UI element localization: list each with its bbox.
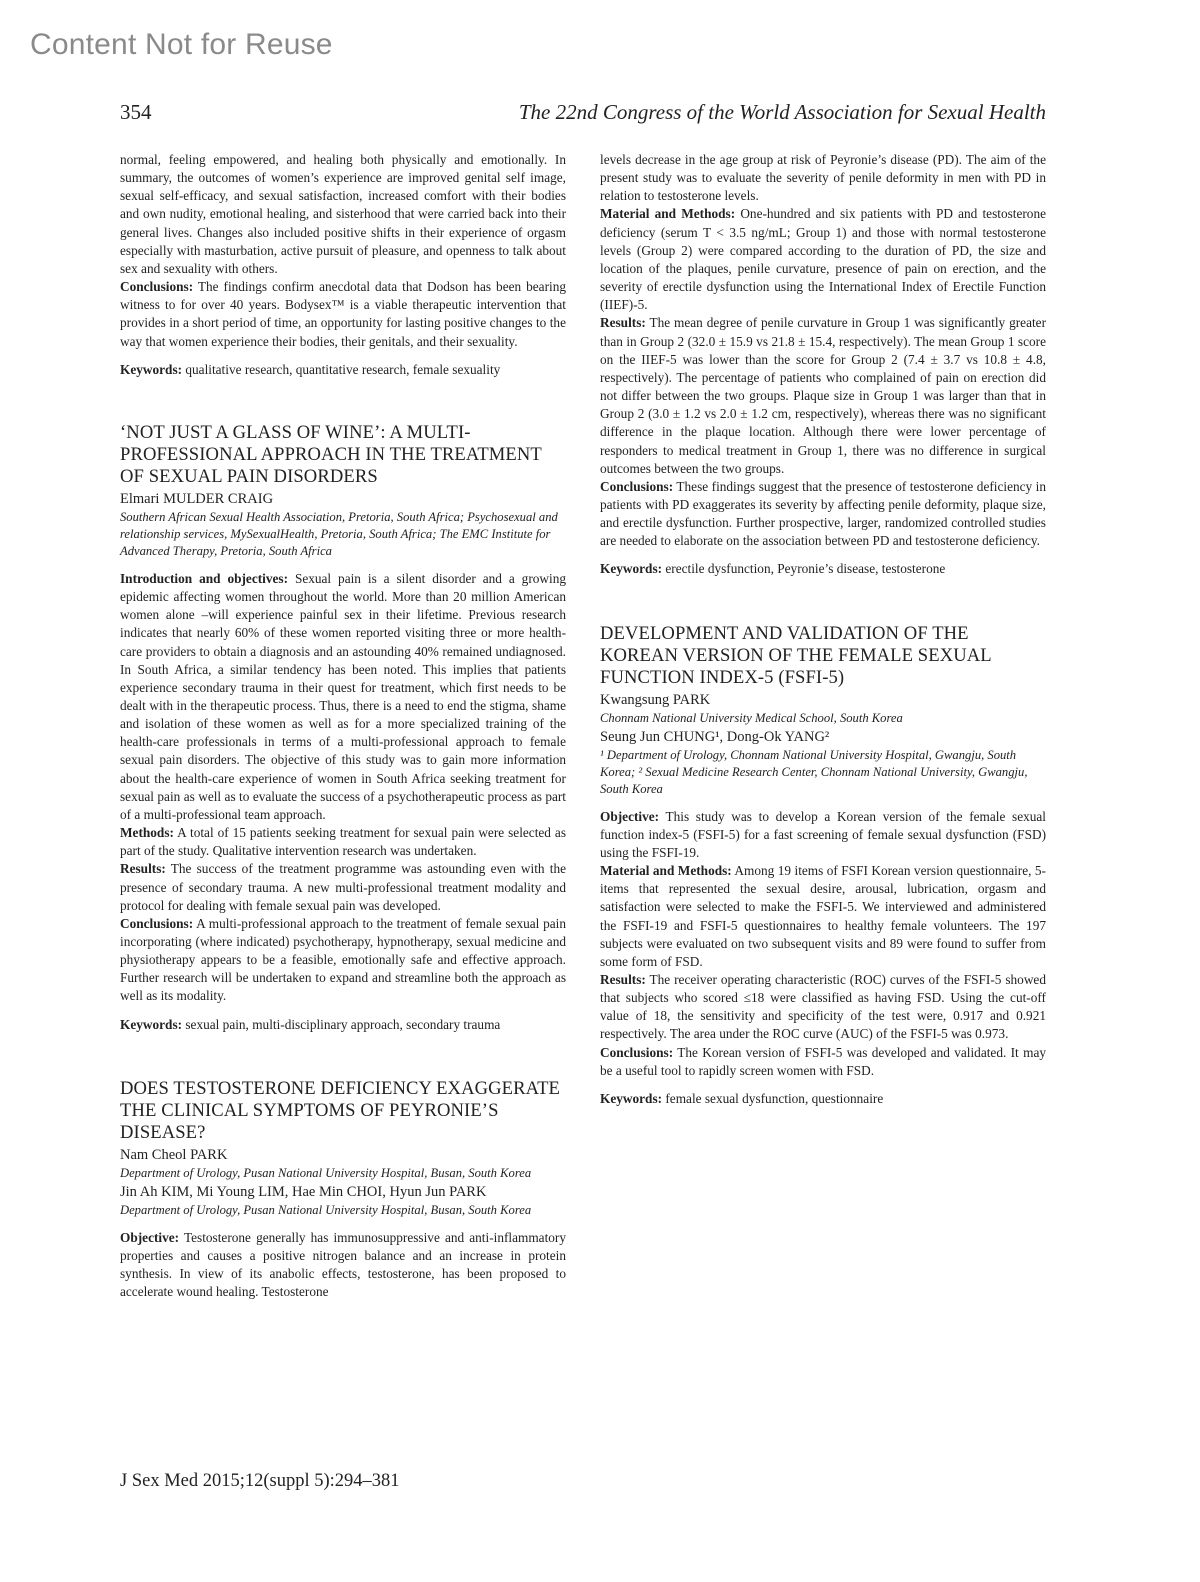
section-label: Introduction and objectives: (120, 570, 289, 586)
section-label: Material and Methods: (600, 206, 736, 222)
results-section (120, 860, 566, 914)
section-text: This study was to develop a Korean version of the female sexual function index-5 (FSFI-5) for a fast screening of female sexual dysfunction (FSD) using the FSFI-19. (600, 808, 1046, 860)
keywords (600, 1090, 1046, 1108)
conclusions-section (600, 478, 1046, 551)
keywords-label: Keywords: (120, 361, 183, 377)
left-column (120, 151, 566, 1301)
affiliation: Department of Urology, Pusan National University Hospital, Busan, South Korea (120, 1202, 532, 1217)
section-label: Conclusions: (120, 279, 194, 295)
methods-section (600, 862, 1046, 971)
section-label: Results: (600, 972, 646, 987)
journal-title: The 22nd Congress of the World Association for Sexual Health (518, 100, 1046, 124)
section-label: Conclusions: (600, 478, 674, 494)
section-text: The Korean version of FSFI-5 was developed and validated. It may be a useful tool to rapidly screen women with FSD. (600, 1044, 1046, 1078)
keywords-text: qualitative research, quantitative research, female sexuality (182, 361, 501, 377)
section-label: Methods: (120, 825, 174, 841)
affiliation: Department of Urology, Pusan National University Hospital, Busan, South Korea (120, 1165, 532, 1180)
section-text: One-hundred and six patients with PD and testosterone deficiency (serum T < 3.5 ng/mL; Group 1) and those with normal testosterone levels (Group 2) were compared according to the duration of PD, the size and location of the plaques, penile curvature, presence of pain on erection, and the severity of erectile dysfunction using the International Index of Erectile Function (IIEF)-5. (600, 206, 1046, 313)
continued-paragraph: normal, feeling empowered, and healing both physically and emotionally. In summary, the outcomes of women’s experience are improved genital self image, sexual self-efficacy, and sexual satisfaction, increased comfort with their bodies and own nudity, emotional healing, and sisterhood that were carried back into their general lives. Changes also included positive shifts in their experience of orgasm especially with masturbation, active pursuit of pleasure, and openness to talk about sex and sexuality with others. (120, 152, 566, 276)
section-text: The success of the treatment programme was astounding even with the presence of secondary trauma. A new multi-professional treatment modality and protocol for dealing with female sexual pain was developed. (120, 861, 566, 913)
methods-section (600, 205, 1046, 314)
watermark: Content Not for Reuse (30, 28, 333, 61)
objective-section (120, 1229, 566, 1302)
journal-citation-footer: J Sex Med 2015;12(suppl 5):294–381 (120, 1471, 400, 1491)
objective-section (600, 808, 1046, 862)
section-text: Testosterone generally has immunosuppressive and anti-inflammatory properties and causes a positive nitrogen balance and an increase in protein synthesis. In view of its anabolic effects, testosterone, has been proposed to accelerate wound healing. Testosterone (120, 1229, 566, 1300)
section-text: The mean degree of penile curvature in Group 1 was significantly greater than in Group 2 (32.0 ± 15.9 vs 21.8 ± 15.4, respectively). The mean Group 1 score on the IIEF-5 was lower than the score for Group 2 (7.4 ± 3.7 vs 10.8 ± 4.8, respectively). The percentage of patients who complained of pain on erection did not differ between the two groups. Plaque size in Group 1 was larger than that in Group 2 (3.0 ± 1.2 vs 2.0 ± 1.2 cm, respectively), whereas there was no significant difference in the plaque location. Although there were lower percentage of responders to medical treatment in Group 1, there was no difference in surgical outcomes between the two groups. (600, 315, 1046, 476)
conclusions-section (600, 1044, 1046, 1080)
author: Kwangsung PARK (600, 691, 711, 708)
abstract-title: DEVELOPMENT AND VALIDATION OF THE KOREAN VERSION OF THE FEMALE SEXUAL FUNCTION INDEX-5 (FSFI-5) (600, 622, 992, 688)
keywords (120, 1016, 566, 1034)
right-column (600, 151, 1046, 1108)
keywords-text: sexual pain, multi-disciplinary approach, secondary trauma (182, 1016, 501, 1032)
affiliation: ¹ Department of Urology, Chonnam National University Hospital, Gwangju, South Korea; ² Sexual Medicine Research Center, Chonnam National University, Gwangju, South Korea (600, 747, 1028, 796)
section-text: A total of 15 patients seeking treatment for sexual pain were selected as part of the study. Qualitative intervention research was undertaken. (120, 825, 566, 859)
section-text: A multi-professional approach to the treatment of female sexual pain incorporating (where indicated) psychotherapy, hypnotherapy, sexual medicine and physiotherapy appears to be a feasible, emotionally safe and effective approach. Further research will be undertaken to expand and streamline both the approach as well as its modality. (120, 915, 566, 1004)
section-text: Among 19 items of FSFI Korean version questionnaire, 5-items that represented the sexual desire, arousal, lubrication, orgasm and satisfaction were selected to make the FSFI-5. We interviewed and administered the FSFI-19 and FSFI-5 questionnaires to healthy female volunteers. The 197 subjects were evaluated on two subsequent visits and 89 were found to suffer from some form of FSD. (600, 863, 1046, 969)
conclusions-section (120, 915, 566, 1006)
section-label: Conclusions: (600, 1044, 674, 1060)
author: Nam Cheol PARK (120, 1146, 228, 1163)
keywords-label: Keywords: (600, 1090, 663, 1106)
author: Jin Ah KIM, Mi Young LIM, Hae Min CHOI, Hyun Jun PARK (120, 1183, 487, 1200)
section-text: Sexual pain is a silent disorder and a growing epidemic affecting women throughout the world. More than 20 million American women alone –will experience painful sex in their lifetime. Previous research indicates that nearly 60% of these women reported visiting three or more health-care providers to obtain a diagnosis and an astounding 40% remained undiagnosed. In South Africa, a similar tendency has been noted. This implies that patients experience secondary trauma in their quest for treatment, which first needs to be dealt with in the therapeutic process. Thus, there is a need to end the stigma, shame and isolation of these women as well as for a more specialized training of the health-care professionals in terms of a multi-professional approach to female sexual pain disorders. The objective of this study was to gain more information about the health-care experience of women in South Africa seeking treatment for sexual pain as well as to evaluate the success of a psychotherapeutic process as part of a multi-professional team approach. (120, 570, 566, 822)
keywords-label: Keywords: (120, 1016, 183, 1032)
introduction-section (120, 570, 566, 824)
section-label: Objective: (120, 1229, 180, 1245)
continued-paragraph: levels decrease in the age group at risk of Peyronie’s disease (PD). The aim of the present study was to evaluate the severity of penile deformity in men with PD in relation to testosterone levels. (600, 152, 1046, 204)
abstract-fsfi-5 (600, 623, 1046, 1109)
section-text: These findings suggest that the presence of testosterone deficiency in patients with PD exaggerates its severity by affecting penile deformity, plaque size, and erectile dysfunction. Further prospective, larger, randomized controlled studies are needed to elaborate on the association between PD and testosterone deficiency. (600, 478, 1046, 549)
author: Seung Jun CHUNG¹, Dong-Ok YANG² (600, 728, 830, 745)
page-number: 354 (120, 100, 152, 124)
author: Elmari MULDER CRAIG (120, 490, 274, 507)
page-header (120, 100, 1046, 130)
abstract-title: DOES TESTOSTERONE DEFICIENCY EXAGGERATE THE CLINICAL SYMPTOMS OF PEYRONIE’S DISEASE? (120, 1077, 560, 1143)
results-section (600, 314, 1046, 477)
section-label: Results: (600, 315, 646, 331)
section-label: Conclusions: (120, 915, 194, 931)
conclusions-section (120, 278, 566, 351)
affiliation: Chonnam National University Medical School, South Korea (600, 710, 903, 725)
section-text: The findings confirm anecdotal data that Dodson has been bearing witness to for over 40 years. Bodysex™ is a viable therapeutic intervention that provides in a short period of time, an opportunity for lasting positive changes to the way that women experience their bodies, their genitals, and their sexuality. (120, 279, 566, 349)
results-section (600, 971, 1046, 1044)
affiliation: Southern African Sexual Health Association, Pretoria, South Africa; Psychosexual and relationship services, MySexualHealth, Pretoria, South Africa; The EMC Institute for Advanced Therapy, Pretoria, South Africa (120, 509, 558, 558)
abstract-title: ‘NOT JUST A GLASS OF WINE’: A MULTI-PROFESSIONAL APPROACH IN THE TREATMENT OF SEXUAL PAIN DISORDERS (120, 421, 542, 487)
keywords-text: female sexual dysfunction, questionnaire (662, 1090, 884, 1106)
section-label: Results: (120, 861, 166, 877)
keywords-label: Keywords: (600, 561, 663, 577)
abstract-sexual-pain (120, 422, 566, 1034)
section-label: Objective: (600, 808, 660, 824)
abstract-peyronie (120, 1078, 566, 1302)
section-text: The receiver operating characteristic (ROC) curves of the FSFI-5 showed that subjects who scored ≤18 were classified as having FSD. Using the cut-off value of 18, the sensitivity and specificity of the test were, 0.917 and 0.921 respectively. The area under the ROC curve (AUC) of the FSFI-5 was 0.973. (600, 972, 1046, 1042)
keywords (120, 361, 566, 379)
section-label: Material and Methods: (600, 863, 732, 879)
keywords (600, 560, 1046, 578)
methods-section (120, 824, 566, 860)
keywords-text: erectile dysfunction, Peyronie’s disease, testosterone (662, 561, 946, 577)
